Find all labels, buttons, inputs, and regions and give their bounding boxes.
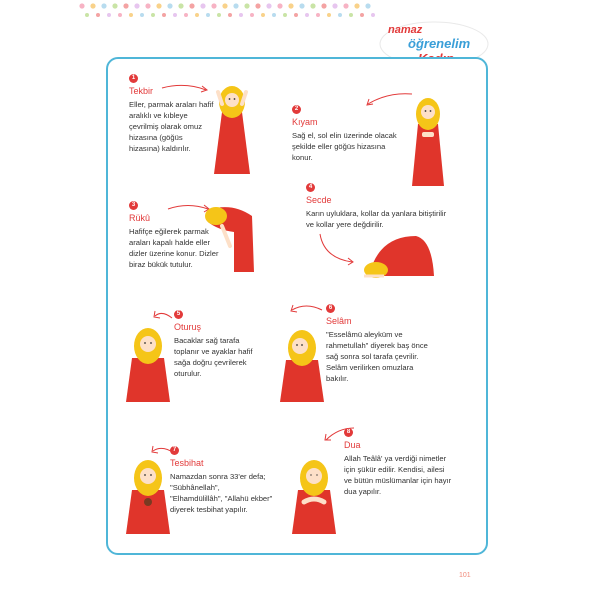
decorative-dot xyxy=(239,13,243,17)
decorative-dot xyxy=(321,3,326,8)
woman-secde-figure xyxy=(360,232,440,280)
step-number: 5 xyxy=(174,310,183,319)
step-description: Sağ el, sol elin üzerinde olacak şekilde eller göğüs hizasına konur. xyxy=(292,131,397,162)
step-title: Tesbihat xyxy=(170,458,204,468)
step-description: Eller, parmak araları hafif aralıklı ve kıbleye çevrilmiş olarak omuz hizasına (göğüs hizasına) kaldırılır. xyxy=(129,100,214,153)
decorative-dot xyxy=(294,13,298,17)
woman-tesbihat-figure xyxy=(124,456,172,536)
decorative-dot xyxy=(305,13,309,17)
decorative-dot xyxy=(184,13,188,17)
step-description: "Esselâmü aleyküm ve rahmetullah" diyerek baş önce sağ sonra sol tarafa çevrilir. Selâm verilirken omuzlara bakılır. xyxy=(326,330,428,383)
decorative-dot xyxy=(338,13,342,17)
decorative-dot xyxy=(107,13,111,17)
decorative-dot xyxy=(371,13,375,17)
decorative-dot xyxy=(101,3,106,8)
step-secde xyxy=(306,175,456,230)
step-number: 6 xyxy=(326,304,335,313)
decorative-dot xyxy=(354,3,359,8)
decorative-dot xyxy=(272,13,276,17)
step-number: 1 xyxy=(129,74,138,83)
step-number: 8 xyxy=(344,428,353,437)
decorative-dot xyxy=(211,3,216,8)
arrow-icon xyxy=(152,308,174,324)
arrow-icon xyxy=(322,424,356,444)
decorative-dot xyxy=(167,3,172,8)
woman-oturus-figure xyxy=(124,324,172,404)
decorative-dot xyxy=(85,13,89,17)
step-oturus xyxy=(174,302,266,379)
decorative-dot xyxy=(178,3,183,8)
arrow-icon xyxy=(160,80,210,96)
decorative-dot xyxy=(266,3,271,8)
arrow-icon xyxy=(288,300,324,316)
decorative-dot xyxy=(360,13,364,17)
decorative-dot xyxy=(332,3,337,8)
decorative-dot xyxy=(310,3,315,8)
step-dua xyxy=(344,420,454,497)
decorative-dot xyxy=(189,3,194,8)
decorative-dot xyxy=(129,13,133,17)
decorative-dot xyxy=(134,3,139,8)
step-title: Kıyam xyxy=(292,117,318,127)
decorative-dot xyxy=(118,13,122,17)
step-selam xyxy=(326,296,432,384)
decorative-dot xyxy=(195,13,199,17)
woman-dua-figure xyxy=(290,456,338,536)
decorative-dot xyxy=(327,13,331,17)
decorative-dot xyxy=(244,3,249,8)
step-title: Tekbir xyxy=(129,86,154,96)
decorative-dot xyxy=(145,3,150,8)
decorative-dot xyxy=(288,3,293,8)
decorative-dot xyxy=(112,3,117,8)
woman-kiyam-figure xyxy=(408,94,448,188)
woman-tekbir-figure xyxy=(208,82,256,176)
step-title: Selâm xyxy=(326,316,352,326)
decorative-dot xyxy=(206,13,210,17)
woman-ruku-figure xyxy=(204,202,260,274)
decorative-dot xyxy=(156,3,161,8)
decorative-dot xyxy=(123,3,128,8)
decorative-dot xyxy=(222,3,227,8)
logo-line1: namaz xyxy=(388,24,423,36)
step-title: Secde xyxy=(306,195,332,205)
woman-selam-figure xyxy=(278,326,326,404)
step-description: Karın uyluklara, kollar da yanlara bitiştirilir ve kollar yere değdirilir. xyxy=(306,209,447,229)
decorative-dot xyxy=(349,13,353,17)
decorative-dot xyxy=(173,13,177,17)
decorative-dot xyxy=(233,3,238,8)
decorative-dot xyxy=(299,3,304,8)
arrow-icon xyxy=(364,88,414,108)
step-description: Namazdan sonra 33'er defa; "Sübhânellah", "Elhamdülillâh", "Allahü ekber" diyerek tesbihat yapılır. xyxy=(170,472,273,514)
decorative-dot xyxy=(96,13,100,17)
logo-line2: öğrenelim xyxy=(408,36,471,51)
decorative-dot xyxy=(255,3,260,8)
decorative-dot xyxy=(343,3,348,8)
decorative-dot xyxy=(162,13,166,17)
step-description: Bacaklar sağ tarafa toplanır ve ayaklar hafif sağa doğru çevrilerek oturulur. xyxy=(174,336,253,378)
decorative-dot xyxy=(90,3,95,8)
arrow-icon xyxy=(318,232,358,266)
decorative-dot xyxy=(365,3,370,8)
step-number: 4 xyxy=(306,183,315,192)
step-title: Oturuş xyxy=(174,322,202,332)
step-number: 2 xyxy=(292,105,301,114)
step-number: 3 xyxy=(129,201,138,210)
decorative-dot xyxy=(140,13,144,17)
step-title: Rükû xyxy=(129,213,151,223)
step-number: 7 xyxy=(170,446,179,455)
step-title: Dua xyxy=(344,440,361,450)
page-number: 101 xyxy=(459,572,471,579)
decorative-dot xyxy=(200,3,205,8)
decorative-dot xyxy=(79,3,84,8)
step-description: Allah Teâlâ' ya verdiği nimetler için şükür edilir. Kendisi, ailesi ve bütün müslümanlar için hayır dua yapılır. xyxy=(344,454,452,496)
decorative-dot xyxy=(277,3,282,8)
decorative-dot xyxy=(316,13,320,17)
step-tesbihat xyxy=(170,438,274,515)
decorative-dot xyxy=(151,13,155,17)
decorative-dot xyxy=(261,13,265,17)
decorative-dot xyxy=(228,13,232,17)
decorative-dot xyxy=(217,13,221,17)
decorative-dot xyxy=(250,13,254,17)
step-description: Hafifçe eğilerek parmak araları kapalı halde eller dizler üzerine konur. Dizler biraz bükük tutulur. xyxy=(129,227,219,269)
decorative-dot xyxy=(283,13,287,17)
